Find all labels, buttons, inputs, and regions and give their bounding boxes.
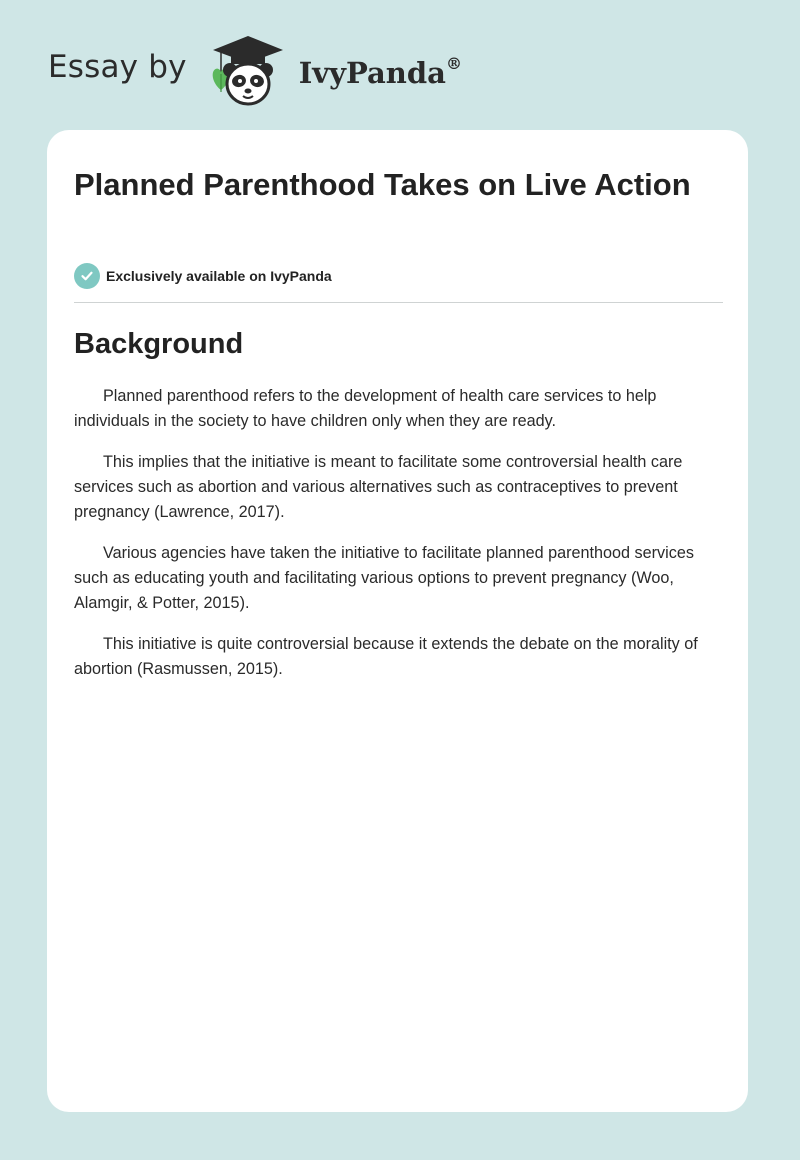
paragraph: Planned parenthood refers to the development of health care services to help individuals in the society to have children only when they are ready.: [74, 387, 657, 430]
title-divider: [74, 302, 723, 303]
paragraph: This initiative is quite controversial because it extends the debate on the morality of abortion (Rasmussen, 2015).: [74, 635, 698, 678]
essay-body: [74, 384, 726, 698]
exclusive-badge: [74, 263, 332, 289]
essay-card: [47, 130, 748, 1112]
check-icon: [74, 263, 100, 289]
brand-name[interactable]: [299, 56, 462, 90]
paragraph: This implies that the initiative is meant to facilitate some controversial health care services such as abortion and various alternatives such as contraceptives to prevent pregnancy (Lawrence, 2017).: [74, 453, 683, 521]
site-header: [48, 30, 462, 110]
paragraph: Various agencies have taken the initiative to facilitate planned parenthood services such as educating youth and facilitating various options to prevent pregnancy (Woo, Alamgir, & Potter, 2015).: [74, 544, 694, 612]
brand-text: IvyPanda: [298, 56, 446, 90]
registered-mark: ®: [445, 54, 462, 73]
essay-by-label: Essay by: [48, 49, 187, 85]
exclusive-badge-text: Exclusively available on IvyPanda: [106, 268, 332, 284]
panda-graduate-logo-icon[interactable]: [203, 30, 293, 110]
section-heading: Background: [74, 328, 244, 360]
essay-title: Planned Parenthood Takes on Live Action: [74, 167, 691, 202]
